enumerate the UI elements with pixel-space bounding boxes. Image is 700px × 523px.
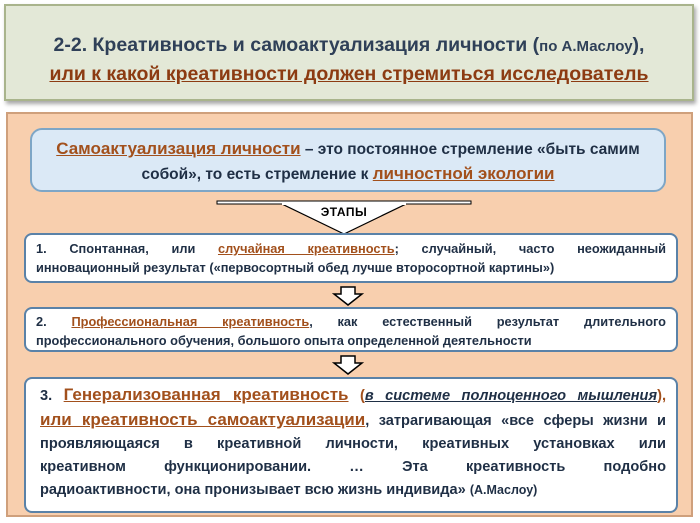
stage-3-paren-close: ), — [657, 388, 666, 404]
down-arrow-icon — [332, 355, 364, 375]
stage-3-line-2 — [40, 408, 666, 433]
stage-3-paren-text: в системе полноценного мышления — [364, 388, 658, 404]
stage-3 — [24, 377, 678, 513]
stage-2-text-1: , как естественный результат длительного — [309, 314, 666, 329]
stage-1-line-2: инновационный результат («первосортный обед лучше второсортной картины») — [36, 260, 555, 275]
page-subtitle: или к какой креативности должен стремиться исследователь — [49, 63, 649, 85]
stage-3-text-5: радиоактивности, она пронизывает всю жизнь индивида» — [40, 482, 470, 498]
stage-3-line-4: креативном функционировании. … Эта креативность подобно — [40, 459, 666, 475]
stage-3-term-1: Генерализованная креативность — [63, 385, 349, 404]
stage-1-number: 1. Спонтанная, или — [36, 241, 218, 256]
stage-3-number: 3. — [40, 388, 64, 404]
page-title — [6, 34, 692, 57]
stage-3-line-3: проявляющаяся в креативной личности, креативных установках или — [40, 436, 666, 452]
title-author: по А.Маслоу — [539, 38, 633, 55]
stage-3-line-5 — [40, 479, 666, 502]
stage-3-author: (А.Маслоу) — [469, 483, 538, 497]
title-end: ), — [632, 34, 645, 56]
stage-2-term: Профессиональная креативность — [71, 314, 310, 329]
stage-3-term-2: или креативность самоактуализации — [40, 410, 366, 429]
title-main-text: 2-2. Креативность и самоактуализация личности ( — [53, 34, 540, 56]
stages-arrow — [216, 200, 472, 236]
definition-text-2: собой», то есть стремление к — [141, 166, 373, 183]
stage-1-text-1: ; случайный, часто неожиданный — [394, 241, 667, 256]
stages-label: ЭТАПЫ — [320, 205, 368, 219]
stage-1-line-1 — [36, 239, 666, 258]
stage-1 — [24, 233, 678, 283]
stage-3-text-a: , затрагивающая «все сферы жизни и — [365, 413, 666, 429]
stage-2-line-1 — [36, 312, 666, 331]
content-panel — [6, 112, 693, 517]
stage-1-term: случайная креативность — [217, 241, 395, 256]
stage-2-line-2: профессионального обучения, большого опыта определенной деятельности — [36, 333, 532, 348]
definition-term: Самоактуализация личности — [56, 139, 301, 158]
definition-term-2: личностной экологии — [372, 164, 555, 183]
title-banner — [4, 4, 694, 101]
stage-2-number: 2. — [36, 314, 72, 329]
stage-2 — [24, 307, 678, 352]
definition-box — [30, 128, 666, 192]
down-arrow-icon — [332, 286, 364, 306]
stage-3-line-1 — [40, 383, 666, 408]
definition-text-1: – это постоянное стремление «быть самим — [300, 141, 640, 158]
stage-3-paren-open: ( — [348, 388, 365, 404]
